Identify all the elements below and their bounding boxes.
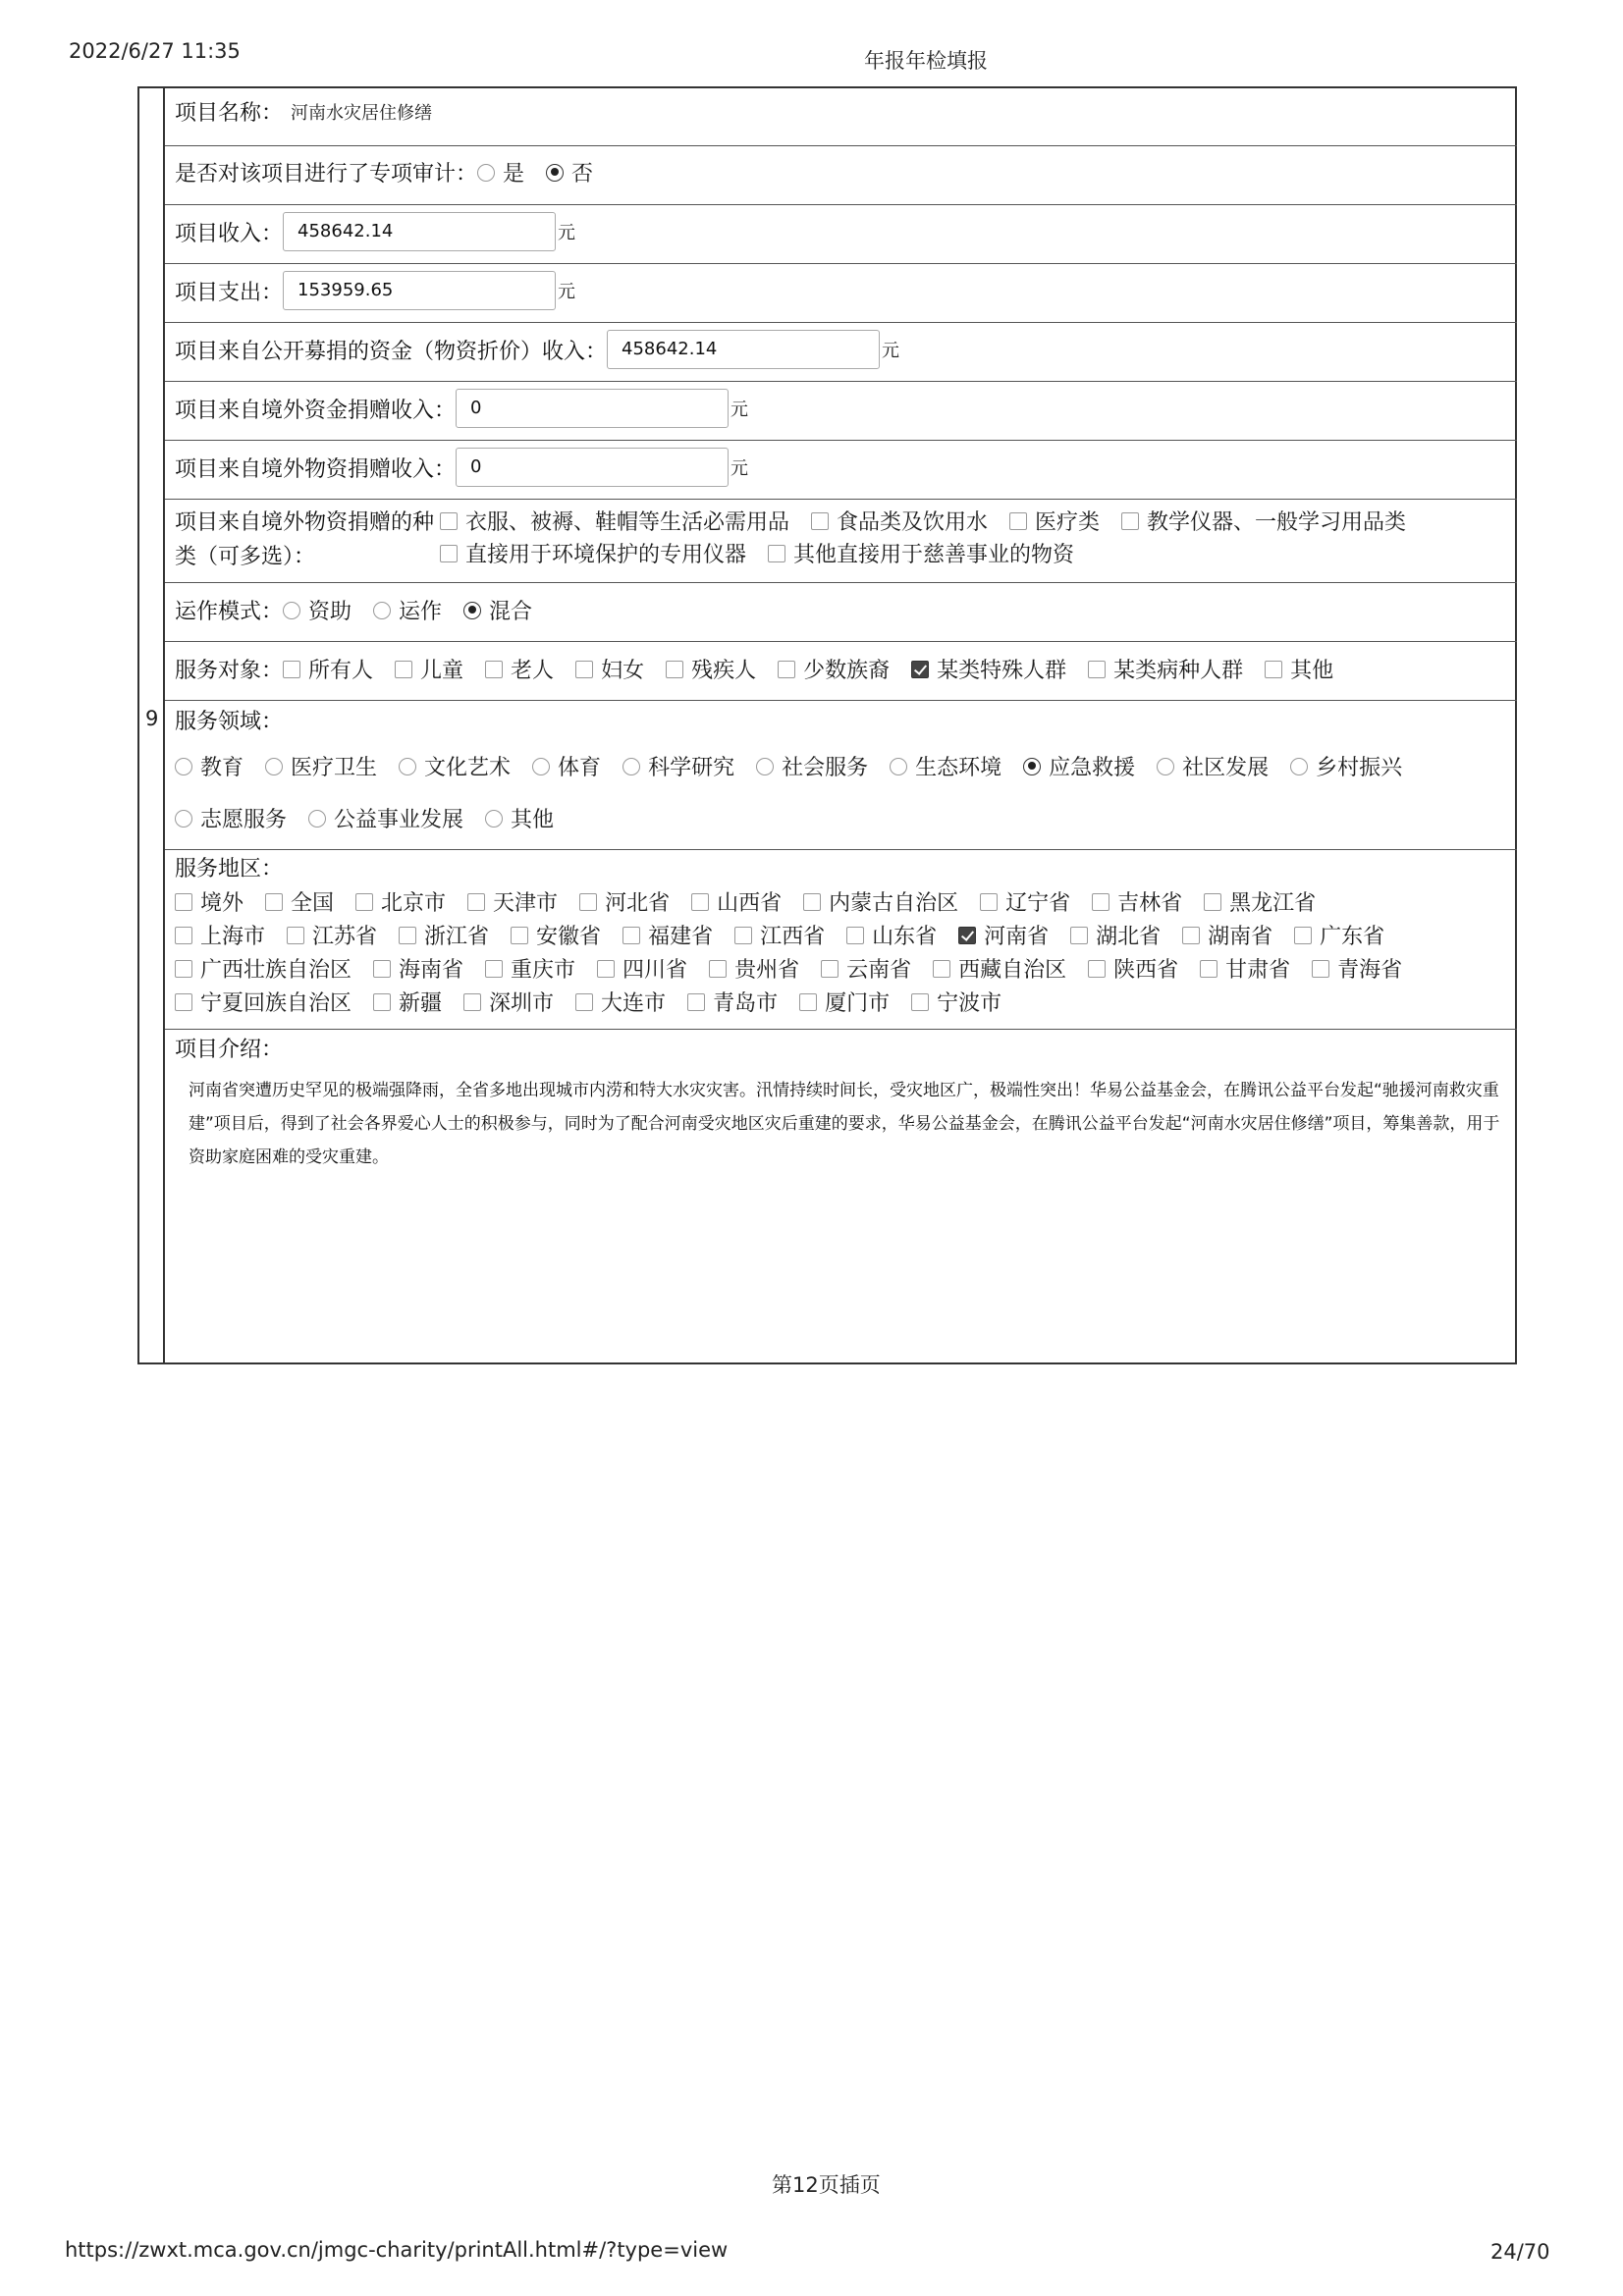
- field-option[interactable]: 社区发展: [1157, 751, 1269, 781]
- project-name-value: 河南水灾居住修缮: [291, 102, 433, 124]
- row-divider: [165, 1029, 1517, 1030]
- audit-option-no[interactable]: 否: [546, 157, 593, 187]
- checkbox-icon[interactable]: [691, 893, 709, 911]
- region-option[interactable]: 浙江省: [399, 920, 489, 950]
- expense-label: 项目支出：: [175, 280, 284, 305]
- region-option[interactable]: 安徽省: [511, 920, 601, 950]
- checkbox-icon[interactable]: [734, 927, 752, 944]
- checkbox-icon[interactable]: [485, 960, 503, 978]
- region-option[interactable]: 内蒙古自治区: [803, 886, 958, 917]
- intro-label: 项目介绍：: [175, 1038, 284, 1062]
- checkbox-icon[interactable]: [485, 661, 503, 678]
- checkbox-icon[interactable]: [1312, 960, 1329, 978]
- checkbox-icon[interactable]: [373, 993, 391, 1011]
- radio-icon[interactable]: [890, 758, 907, 775]
- goods-type-label-line2: 类（可多选）：: [175, 545, 316, 569]
- row-number: 9: [145, 707, 159, 730]
- checkbox-icon[interactable]: [175, 893, 192, 911]
- region-option[interactable]: 山西省: [691, 886, 782, 917]
- fields-line2: [175, 803, 575, 833]
- checkbox-icon[interactable]: [1294, 927, 1312, 944]
- region-option[interactable]: 深圳市: [463, 987, 554, 1017]
- project-name-label: 项目名称：: [175, 101, 284, 126]
- public-fund-unit: 元: [882, 341, 900, 361]
- foreign-fund-field[interactable]: 0: [456, 389, 729, 428]
- checkbox-icon[interactable]: [666, 661, 683, 678]
- audit-option-yes[interactable]: 是: [477, 157, 524, 187]
- foreign-goods-row: [175, 448, 748, 487]
- checkbox-icon[interactable]: [687, 993, 705, 1011]
- public-fund-label: 项目来自公开募捐的资金（物资折价）收入：: [175, 339, 608, 364]
- checkbox-icon[interactable]: [622, 927, 640, 944]
- expense-field[interactable]: 153959.65: [283, 271, 556, 310]
- target-option[interactable]: 其他: [1265, 654, 1333, 684]
- radio-icon[interactable]: [756, 758, 774, 775]
- radio-selected-icon[interactable]: [463, 602, 481, 619]
- checkbox-icon[interactable]: [373, 960, 391, 978]
- income-unit: 元: [558, 223, 576, 243]
- region-option[interactable]: 宁波市: [911, 987, 1001, 1017]
- target-option[interactable]: 所有人: [283, 654, 373, 684]
- goods-type-option[interactable]: 直接用于环境保护的专用仪器: [440, 538, 746, 568]
- region-option[interactable]: 广西壮族自治区: [175, 953, 352, 984]
- goods-type-option[interactable]: 医疗类: [1009, 506, 1100, 536]
- row-divider: [165, 641, 1517, 642]
- radio-icon[interactable]: [373, 602, 391, 619]
- checkbox-icon[interactable]: [933, 960, 950, 978]
- region-option[interactable]: 宁夏回族自治区: [175, 987, 352, 1017]
- radio-icon[interactable]: [622, 758, 640, 775]
- regions-line1: [175, 886, 1337, 917]
- checkbox-icon[interactable]: [846, 927, 864, 944]
- row-divider: [165, 582, 1517, 583]
- checkbox-icon[interactable]: [579, 893, 597, 911]
- field-option[interactable]: 医疗卫生: [265, 751, 377, 781]
- field-option[interactable]: 乡村振兴: [1290, 751, 1402, 781]
- checkbox-icon[interactable]: [175, 960, 192, 978]
- checkbox-icon[interactable]: [799, 993, 817, 1011]
- radio-icon[interactable]: [1157, 758, 1174, 775]
- checkbox-icon[interactable]: [1088, 661, 1106, 678]
- region-option[interactable]: 湖北省: [1070, 920, 1161, 950]
- row-divider: [165, 204, 1517, 205]
- row-divider: [165, 700, 1517, 701]
- mode-option-grant[interactable]: 资助: [283, 595, 352, 625]
- region-label: 服务地区：: [175, 857, 284, 881]
- intro-label-row: [175, 1033, 283, 1063]
- region-option[interactable]: 贵州省: [709, 953, 799, 984]
- checkbox-icon[interactable]: [1182, 927, 1200, 944]
- checkbox-icon[interactable]: [1200, 960, 1217, 978]
- regions-line2: [175, 920, 1406, 950]
- project-name-row: [175, 96, 432, 127]
- region-option[interactable]: 新疆: [373, 987, 442, 1017]
- region-option[interactable]: 青海省: [1312, 953, 1402, 984]
- checkbox-icon[interactable]: [1204, 893, 1221, 911]
- checkbox-icon[interactable]: [1265, 661, 1282, 678]
- region-option[interactable]: 湖南省: [1182, 920, 1272, 950]
- checkbox-icon[interactable]: [355, 893, 373, 911]
- target-row: [175, 654, 1355, 684]
- field-option[interactable]: 公益事业发展: [308, 803, 463, 833]
- region-option[interactable]: 西藏自治区: [933, 953, 1066, 984]
- field-option[interactable]: 体育: [532, 751, 601, 781]
- checkbox-icon[interactable]: [597, 960, 615, 978]
- page-title: 年报年检填报: [864, 49, 988, 73]
- row-divider: [165, 849, 1517, 850]
- region-option[interactable]: 上海市: [175, 920, 265, 950]
- income-label: 项目收入：: [175, 221, 284, 246]
- checkbox-icon[interactable]: [1121, 512, 1139, 530]
- radio-icon[interactable]: [283, 602, 300, 619]
- region-option[interactable]: 重庆市: [485, 953, 575, 984]
- checkbox-icon[interactable]: [265, 893, 283, 911]
- row-divider: [165, 440, 1517, 441]
- region-option[interactable]: 境外: [175, 886, 243, 917]
- goods-type-option[interactable]: 衣服、被褥、鞋帽等生活必需用品: [440, 506, 789, 536]
- expense-unit: 元: [558, 282, 576, 302]
- radio-icon[interactable]: [477, 164, 495, 182]
- checkbox-icon[interactable]: [768, 545, 785, 562]
- goods-type-label-line1: 项目来自境外物资捐赠的种: [175, 510, 435, 535]
- region-option[interactable]: 青岛市: [687, 987, 778, 1017]
- field-label: 服务领域：: [175, 710, 284, 734]
- print-datetime: 2022/6/27 11:35: [69, 39, 241, 63]
- target-option[interactable]: 少数族裔: [778, 654, 890, 684]
- region-option[interactable]: 河北省: [579, 886, 670, 917]
- mode-row: [175, 595, 554, 625]
- row-divider: [165, 145, 1517, 146]
- goods-type-option[interactable]: 教学仪器、一般学习用品类: [1121, 506, 1406, 536]
- regions-line4: [175, 987, 1023, 1017]
- field-option-selected[interactable]: 应急救援: [1023, 751, 1135, 781]
- goods-types-line2: [440, 538, 1096, 568]
- checkbox-icon[interactable]: [911, 993, 929, 1011]
- region-option[interactable]: 山东省: [846, 920, 937, 950]
- target-option[interactable]: 妇女: [575, 654, 644, 684]
- fields-line1: [175, 751, 1424, 781]
- checkbox-icon[interactable]: [575, 661, 593, 678]
- region-option[interactable]: 福建省: [622, 920, 713, 950]
- checkbox-icon[interactable]: [803, 893, 821, 911]
- field-option[interactable]: 志愿服务: [175, 803, 287, 833]
- foreign-goods-field[interactable]: 0: [456, 448, 729, 487]
- region-option[interactable]: 北京市: [355, 886, 446, 917]
- checkbox-icon[interactable]: [778, 661, 795, 678]
- target-label: 服务对象：: [175, 659, 284, 683]
- region-option[interactable]: 甘肃省: [1200, 953, 1290, 984]
- target-option[interactable]: 某类病种人群: [1088, 654, 1243, 684]
- radio-icon[interactable]: [175, 810, 192, 828]
- radio-icon[interactable]: [1290, 758, 1308, 775]
- radio-icon[interactable]: [399, 758, 416, 775]
- checkbox-icon[interactable]: [1009, 512, 1027, 530]
- region-option[interactable]: 全国: [265, 886, 334, 917]
- income-row: [175, 212, 575, 251]
- checkbox-icon[interactable]: [175, 927, 192, 944]
- row-divider: [165, 381, 1517, 382]
- radio-icon[interactable]: [175, 758, 192, 775]
- checkbox-icon[interactable]: [283, 661, 300, 678]
- checkbox-icon[interactable]: [811, 512, 829, 530]
- intro-text: 河南省突遭历史罕见的极端强降雨，全省多地出现城市内涝和特大水灾灾害。汛情持续时间长，受灾地区广，极端性突出！华易公益基金会，在腾讯公益平台发起“驰援河南救灾重建”项目后，得到了社会各界爱心人士的积极参与，同时为了配合河南受灾地区灾后重建的要求，华易公益基金会，在腾讯公益平台发起“河南水灾居住修缮”项目，筹集善款，用于资助家庭困难的受灾重建。: [189, 1081, 1500, 1167]
- checkbox-icon[interactable]: [709, 960, 727, 978]
- checkbox-icon[interactable]: [575, 993, 593, 1011]
- region-option[interactable]: 江苏省: [287, 920, 377, 950]
- region-option[interactable]: 吉林省: [1092, 886, 1182, 917]
- target-option[interactable]: 老人: [485, 654, 554, 684]
- footer-page-number: 24/70: [1490, 2240, 1550, 2264]
- field-option[interactable]: 科学研究: [622, 751, 734, 781]
- field-label-row: [175, 705, 283, 735]
- public-fund-field[interactable]: 458642.14: [607, 330, 880, 369]
- checkbox-checked-icon[interactable]: [958, 927, 976, 944]
- checkbox-icon[interactable]: [1092, 893, 1109, 911]
- foreign-goods-label: 项目来自境外物资捐赠收入：: [175, 456, 457, 482]
- region-option[interactable]: 厦门市: [799, 987, 890, 1017]
- radio-selected-icon[interactable]: [1023, 758, 1041, 775]
- row-divider: [165, 263, 1517, 264]
- checkbox-icon[interactable]: [463, 993, 481, 1011]
- footer-url: https://zwxt.mca.gov.cn/jmgc-charity/printAll.html#/?type=view: [65, 2238, 729, 2262]
- region-option[interactable]: 天津市: [467, 886, 558, 917]
- region-option[interactable]: 云南省: [821, 953, 911, 984]
- mode-option-operate[interactable]: 运作: [373, 595, 442, 625]
- checkbox-icon[interactable]: [175, 993, 192, 1011]
- checkbox-icon[interactable]: [467, 893, 485, 911]
- mode-label: 运作模式：: [175, 600, 284, 624]
- region-option[interactable]: 广东省: [1294, 920, 1384, 950]
- region-label-row: [175, 852, 283, 882]
- checkbox-icon[interactable]: [1070, 927, 1088, 944]
- target-option-checked[interactable]: 某类特殊人群: [911, 654, 1066, 684]
- checkbox-icon[interactable]: [287, 927, 304, 944]
- region-option[interactable]: 黑龙江省: [1204, 886, 1316, 917]
- region-option[interactable]: 海南省: [373, 953, 463, 984]
- region-option-checked[interactable]: 河南省: [958, 920, 1049, 950]
- region-option[interactable]: 四川省: [597, 953, 687, 984]
- row-divider: [165, 322, 1517, 323]
- region-option[interactable]: 江西省: [734, 920, 825, 950]
- radio-icon[interactable]: [485, 810, 503, 828]
- insert-page-label: 第12页插页: [772, 2173, 881, 2197]
- field-option[interactable]: 其他: [485, 803, 554, 833]
- public-fund-row: [175, 330, 899, 369]
- foreign-fund-unit: 元: [730, 400, 749, 420]
- foreign-fund-row: [175, 389, 748, 428]
- radio-icon[interactable]: [532, 758, 550, 775]
- checkbox-icon[interactable]: [440, 545, 458, 562]
- goods-type-option[interactable]: 食品类及饮用水: [811, 506, 988, 536]
- regions-line3: [175, 953, 1424, 984]
- target-option[interactable]: 残疾人: [666, 654, 756, 684]
- field-option[interactable]: 教育: [175, 751, 243, 781]
- target-option[interactable]: 儿童: [395, 654, 463, 684]
- checkbox-icon[interactable]: [1088, 960, 1106, 978]
- field-option[interactable]: 生态环境: [890, 751, 1001, 781]
- checkbox-icon[interactable]: [399, 927, 416, 944]
- foreign-goods-unit: 元: [730, 458, 749, 479]
- region-option[interactable]: 陕西省: [1088, 953, 1178, 984]
- expense-row: [175, 271, 575, 310]
- checkbox-icon[interactable]: [395, 661, 412, 678]
- checkbox-icon[interactable]: [511, 927, 528, 944]
- region-option[interactable]: 大连市: [575, 987, 666, 1017]
- goods-types-line1: [440, 506, 1428, 536]
- checkbox-icon[interactable]: [821, 960, 839, 978]
- checkbox-icon[interactable]: [440, 512, 458, 530]
- checkbox-checked-icon[interactable]: [911, 661, 929, 678]
- audit-row: [175, 157, 615, 187]
- row-divider: [165, 499, 1517, 500]
- radio-selected-icon[interactable]: [546, 164, 564, 182]
- income-field[interactable]: 458642.14: [283, 212, 556, 251]
- foreign-fund-label: 项目来自境外资金捐赠收入：: [175, 398, 457, 423]
- field-option[interactable]: 社会服务: [756, 751, 868, 781]
- field-option[interactable]: 文化艺术: [399, 751, 511, 781]
- radio-icon[interactable]: [308, 810, 326, 828]
- region-option[interactable]: 辽宁省: [980, 886, 1070, 917]
- radio-icon[interactable]: [265, 758, 283, 775]
- audit-label: 是否对该项目进行了专项审计：: [175, 162, 478, 187]
- checkbox-icon[interactable]: [980, 893, 998, 911]
- goods-type-option[interactable]: 其他直接用于慈善事业的物资: [768, 538, 1074, 568]
- mode-option-mixed[interactable]: 混合: [463, 595, 532, 625]
